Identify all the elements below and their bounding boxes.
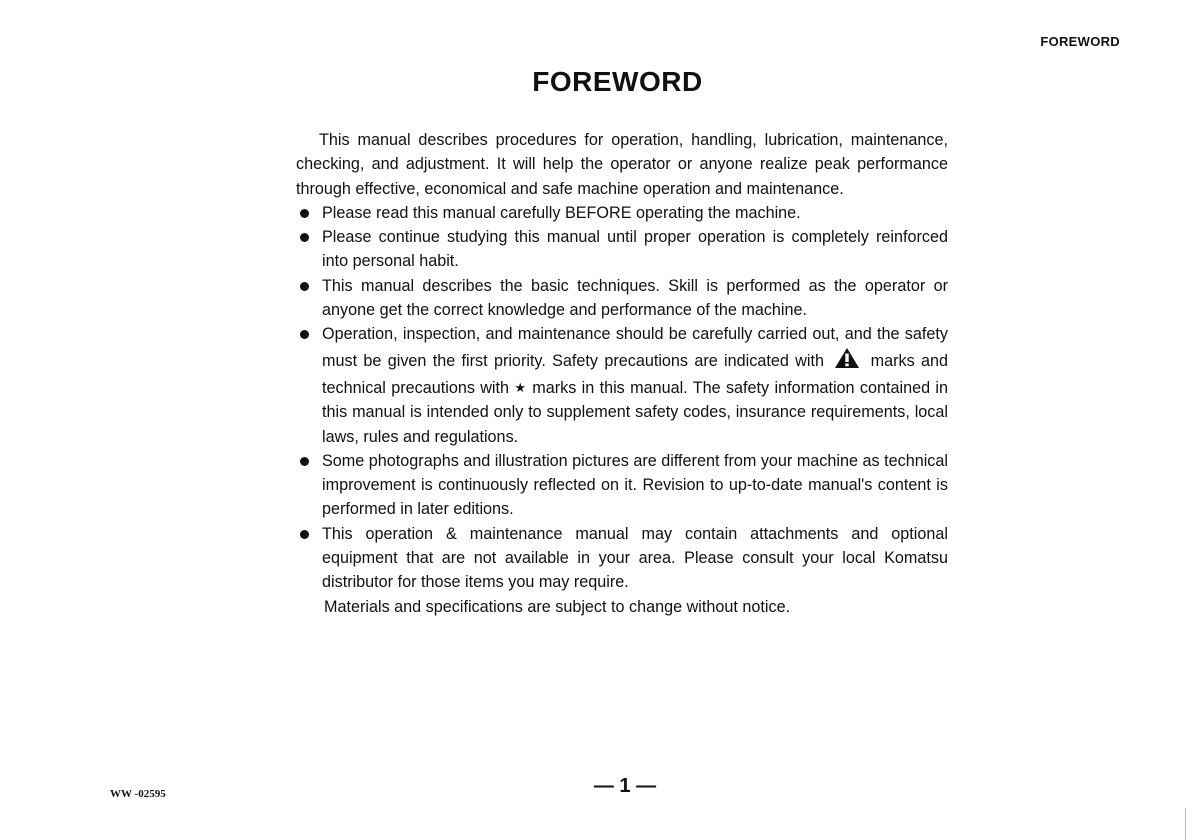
foreword-body [296,128,948,619]
notice-line: Materials and specifications are subject to change without notice. [324,597,791,616]
bullet-list [296,201,948,595]
bullet-text: marks and technical precautions with [322,351,949,397]
bullet-text: This manual describes the basic techniques. Skill is performed as the operator or anyone get the correct knowledge and performance of the machine. [322,276,948,320]
bullet-text: Please read this manual carefully BEFORE operating the machine. [322,203,801,222]
list-item [296,201,948,225]
bullet-text: Some photographs and illustration pictures are different from your machine as technical improvement is continuously reflected on it. Revision to up-to-date manual's content is performed in later editions. [322,451,948,519]
bullet-text: This operation & maintenance manual may contain attachments and optional equipment that are not available in your area. Please consult your local Komatsu distributor for those items you may require. [322,524,948,592]
list-item [296,522,948,595]
list-item [296,322,948,448]
list-item [296,449,948,522]
running-header: FOREWORD [1040,34,1120,49]
list-item [296,225,948,274]
page-number: — 1 — [593,775,657,797]
bullet-text: Please continue studying this manual until proper operation is completely reinforced into personal habit. [322,228,948,271]
bullet-icon [300,282,309,291]
bullet-icon [300,209,309,218]
bullet-text: marks in this manual. The safety information contained in this manual is intended only to supplement safety codes, insurance requirements, local laws, rules and regulations. [322,378,949,446]
bullet-icon [300,530,309,539]
star-icon: ★ [514,379,527,395]
margin-rule [1185,808,1186,840]
warning-triangle-icon [834,347,860,376]
intro-paragraph: This manual describes procedures for operation, handling, lubrication, maintenance, checking, and adjustment. It will help the operator or anyone realize peak performance through effective, economical and safe machine operation and maintenance. [296,131,948,198]
bullet-icon [300,330,309,339]
bullet-text: Operation, inspection, and maintenance should be carefully carried out, and the safety must be given the first priority. Safety precautions are indicated with [322,325,948,370]
bullet-icon [300,233,309,242]
list-item [296,274,948,323]
document-code: WW -02595 [110,788,166,800]
page-title: FOREWORD [532,66,703,97]
bullet-icon [300,457,309,466]
